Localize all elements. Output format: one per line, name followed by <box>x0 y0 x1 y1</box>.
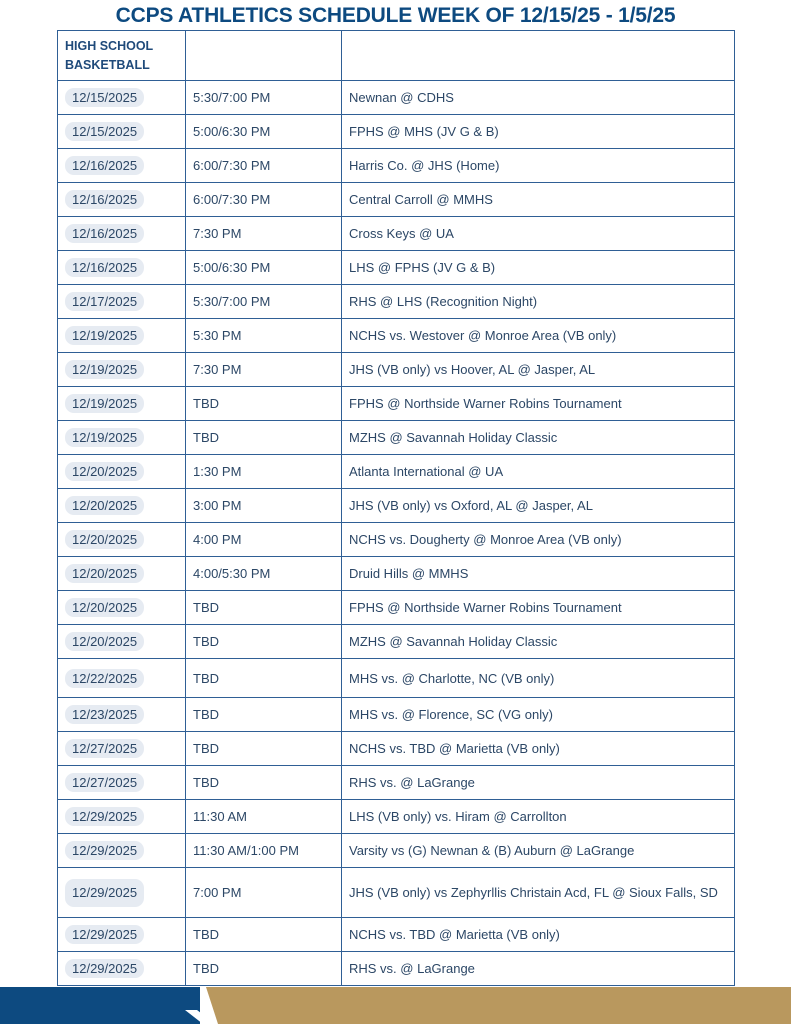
table-row <box>58 952 735 986</box>
time-cell: 7:00 PM <box>186 868 342 918</box>
date-cell <box>58 455 186 489</box>
table-row <box>58 183 735 217</box>
date-cell <box>58 523 186 557</box>
event-cell: FPHS @ MHS (JV G & B) <box>342 115 735 149</box>
event-cell: RHS vs. @ LaGrange <box>342 952 735 986</box>
schedule-table <box>57 30 735 986</box>
date-chip: 12/20/2025 <box>65 496 144 515</box>
date-cell <box>58 115 186 149</box>
date-chip: 12/19/2025 <box>65 428 144 447</box>
event-cell: NCHS vs. TBD @ Marietta (VB only) <box>342 732 735 766</box>
date-cell <box>58 489 186 523</box>
page-title: CCPS ATHLETICS SCHEDULE WEEK OF 12/15/25 - 1/5/25 <box>115 4 676 27</box>
table-row <box>58 353 735 387</box>
footer-decoration-blue <box>0 987 200 1024</box>
event-cell: NCHS vs. Westover @ Monroe Area (VB only) <box>342 319 735 353</box>
date-cell <box>58 800 186 834</box>
date-chip: 12/29/2025 <box>65 959 144 978</box>
date-cell <box>58 591 186 625</box>
event-cell: NCHS vs. TBD @ Marietta (VB only) <box>342 918 735 952</box>
date-cell <box>58 698 186 732</box>
time-cell: 5:00/6:30 PM <box>186 115 342 149</box>
date-cell <box>58 421 186 455</box>
date-chip: 12/19/2025 <box>65 394 144 413</box>
table-row <box>58 698 735 732</box>
time-cell: 11:30 AM/1:00 PM <box>186 834 342 868</box>
table-row <box>58 81 735 115</box>
date-chip: 12/23/2025 <box>65 705 144 724</box>
time-cell: 7:30 PM <box>186 353 342 387</box>
date-cell <box>58 217 186 251</box>
event-cell: LHS (VB only) vs. Hiram @ Carrollton <box>342 800 735 834</box>
event-cell: MZHS @ Savannah Holiday Classic <box>342 625 735 659</box>
time-cell: TBD <box>186 698 342 732</box>
time-cell: 1:30 PM <box>186 455 342 489</box>
date-cell <box>58 834 186 868</box>
event-cell: Newnan @ CDHS <box>342 81 735 115</box>
date-chip: 12/16/2025 <box>65 156 144 175</box>
time-cell: TBD <box>186 387 342 421</box>
event-cell: JHS (VB only) vs Zephyrllis Christain Acd, FL @ Sioux Falls, SD <box>342 868 735 918</box>
date-chip: 12/19/2025 <box>65 360 144 379</box>
date-cell <box>58 149 186 183</box>
date-chip: 12/27/2025 <box>65 773 144 792</box>
date-cell <box>58 557 186 591</box>
date-chip: 12/16/2025 <box>65 224 144 243</box>
date-cell <box>58 251 186 285</box>
table-row <box>58 251 735 285</box>
table-row <box>58 319 735 353</box>
date-chip: 12/20/2025 <box>65 632 144 651</box>
event-cell: Varsity vs (G) Newnan & (B) Auburn @ LaGrange <box>342 834 735 868</box>
event-cell: Central Carroll @ MMHS <box>342 183 735 217</box>
date-chip: 12/16/2025 <box>65 258 144 277</box>
date-cell <box>58 659 186 698</box>
table-row <box>58 523 735 557</box>
date-cell <box>58 952 186 986</box>
table-row <box>58 149 735 183</box>
date-cell <box>58 625 186 659</box>
date-cell <box>58 732 186 766</box>
date-chip: 12/29/2025 <box>65 807 144 826</box>
header-sport: HIGH SCHOOL BASKETBALL <box>58 31 186 81</box>
table-row <box>58 115 735 149</box>
table-header-row <box>58 31 735 81</box>
date-cell <box>58 387 186 421</box>
time-cell: TBD <box>186 766 342 800</box>
table-row <box>58 732 735 766</box>
time-cell: 11:30 AM <box>186 800 342 834</box>
date-chip: 12/20/2025 <box>65 598 144 617</box>
table-row <box>58 285 735 319</box>
time-cell: TBD <box>186 732 342 766</box>
date-chip: 12/20/2025 <box>65 564 144 583</box>
table-row <box>58 800 735 834</box>
event-cell: NCHS vs. Dougherty @ Monroe Area (VB only) <box>342 523 735 557</box>
event-cell: JHS (VB only) vs Oxford, AL @ Jasper, AL <box>342 489 735 523</box>
table-row <box>58 659 735 698</box>
date-chip: 12/20/2025 <box>65 462 144 481</box>
date-cell <box>58 766 186 800</box>
date-chip: 12/29/2025 <box>65 841 144 860</box>
time-cell: 5:00/6:30 PM <box>186 251 342 285</box>
time-cell: TBD <box>186 625 342 659</box>
table-row <box>58 591 735 625</box>
time-cell: TBD <box>186 659 342 698</box>
table-row <box>58 557 735 591</box>
time-cell: 6:00/7:30 PM <box>186 183 342 217</box>
event-cell: Harris Co. @ JHS (Home) <box>342 149 735 183</box>
date-cell <box>58 353 186 387</box>
event-cell: JHS (VB only) vs Hoover, AL @ Jasper, AL <box>342 353 735 387</box>
table-row <box>58 489 735 523</box>
event-cell: RHS vs. @ LaGrange <box>342 766 735 800</box>
event-cell: RHS @ LHS (Recognition Night) <box>342 285 735 319</box>
date-cell <box>58 183 186 217</box>
date-cell <box>58 81 186 115</box>
header-event <box>342 31 735 81</box>
event-cell: MHS vs. @ Charlotte, NC (VB only) <box>342 659 735 698</box>
event-cell: Cross Keys @ UA <box>342 217 735 251</box>
table-row <box>58 766 735 800</box>
time-cell: TBD <box>186 421 342 455</box>
date-chip: 12/20/2025 <box>65 530 144 549</box>
time-cell: 4:00/5:30 PM <box>186 557 342 591</box>
event-cell: FPHS @ Northside Warner Robins Tournament <box>342 591 735 625</box>
date-chip: 12/15/2025 <box>65 122 144 141</box>
time-cell: TBD <box>186 918 342 952</box>
time-cell: 5:30/7:00 PM <box>186 285 342 319</box>
time-cell: 3:00 PM <box>186 489 342 523</box>
table-row <box>58 625 735 659</box>
date-cell <box>58 868 186 918</box>
event-cell: LHS @ FPHS (JV G & B) <box>342 251 735 285</box>
table-row <box>58 387 735 421</box>
time-cell: 5:30/7:00 PM <box>186 81 342 115</box>
time-cell: TBD <box>186 591 342 625</box>
table-row <box>58 455 735 489</box>
date-chip: 12/15/2025 <box>65 88 144 107</box>
date-cell <box>58 319 186 353</box>
event-cell: MHS vs. @ Florence, SC (VG only) <box>342 698 735 732</box>
date-chip: 12/17/2025 <box>65 292 144 311</box>
table-row <box>58 834 735 868</box>
table-row <box>58 421 735 455</box>
event-cell: MZHS @ Savannah Holiday Classic <box>342 421 735 455</box>
time-cell: 4:00 PM <box>186 523 342 557</box>
time-cell: 6:00/7:30 PM <box>186 149 342 183</box>
time-cell: 7:30 PM <box>186 217 342 251</box>
table-row <box>58 868 735 918</box>
time-cell: 5:30 PM <box>186 319 342 353</box>
date-chip: 12/29/2025 <box>65 879 144 907</box>
header-time <box>186 31 342 81</box>
footer-decoration-gold <box>190 987 791 1024</box>
event-cell: Atlanta International @ UA <box>342 455 735 489</box>
table-row <box>58 918 735 952</box>
date-chip: 12/27/2025 <box>65 739 144 758</box>
date-chip: 12/29/2025 <box>65 925 144 944</box>
date-cell <box>58 918 186 952</box>
time-cell: TBD <box>186 952 342 986</box>
date-chip: 12/16/2025 <box>65 190 144 209</box>
date-chip: 12/22/2025 <box>65 669 144 688</box>
date-cell <box>58 285 186 319</box>
event-cell: FPHS @ Northside Warner Robins Tournament <box>342 387 735 421</box>
table-row <box>58 217 735 251</box>
date-chip: 12/19/2025 <box>65 326 144 345</box>
event-cell: Druid Hills @ MMHS <box>342 557 735 591</box>
